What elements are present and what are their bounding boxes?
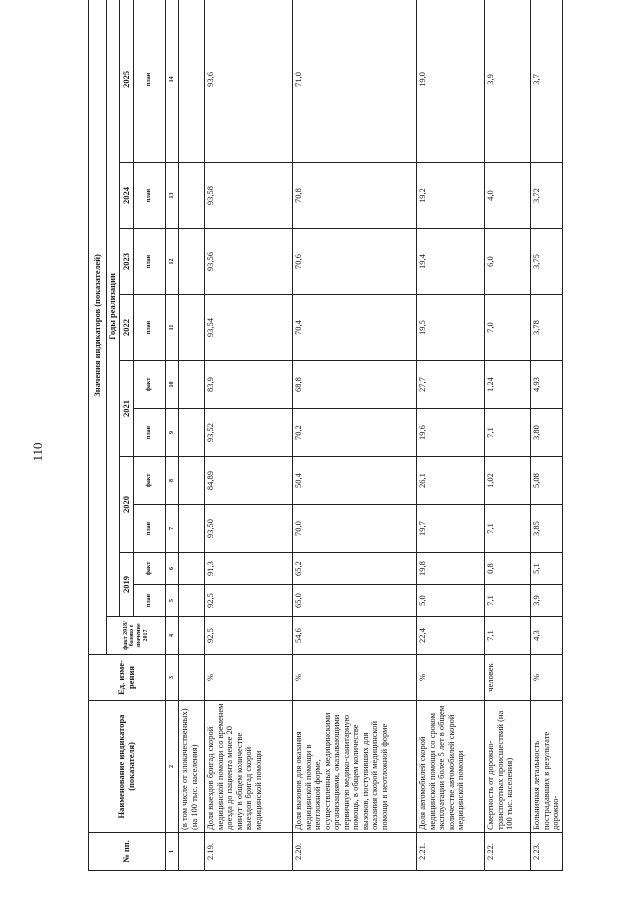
value-cell: 19,2: [417, 163, 485, 229]
header-plan: план: [134, 0, 166, 163]
value-cell: 93,54: [205, 295, 293, 361]
value-cell: 0,8: [485, 553, 531, 585]
row-number: 2.19.: [205, 833, 293, 871]
base-value: 92,5: [205, 617, 293, 655]
value-cell: 70,2: [293, 409, 417, 457]
column-number: 10: [166, 361, 179, 409]
value-cell: 68,8: [293, 361, 417, 409]
header-fact: факт: [134, 553, 166, 585]
column-number: 4: [166, 617, 179, 655]
unit-cell: человек: [485, 655, 531, 701]
page-number: 110: [30, 442, 45, 462]
header-year: 2022: [120, 295, 134, 361]
value-cell: 19,8: [417, 553, 485, 585]
value-cell: 3,80: [531, 409, 563, 457]
value-cell: [179, 229, 205, 295]
value-cell: 5,1: [531, 553, 563, 585]
value-cell: 7,1: [485, 505, 531, 553]
header-plan: план: [134, 229, 166, 295]
value-cell: 93,52: [205, 409, 293, 457]
value-cell: [179, 0, 205, 163]
value-cell: 3,85: [531, 505, 563, 553]
column-number: 9: [166, 409, 179, 457]
value-cell: 84,89: [205, 457, 293, 505]
header-year: 2021: [120, 361, 134, 457]
value-cell: 70,4: [293, 295, 417, 361]
value-cell: 65,0: [293, 585, 417, 617]
value-cell: [179, 585, 205, 617]
value-cell: 7,1: [485, 409, 531, 457]
row-number: 2.23.: [531, 833, 563, 871]
value-cell: 71,0: [293, 0, 417, 163]
value-cell: 93,50: [205, 505, 293, 553]
value-cell: 70,8: [293, 163, 417, 229]
value-cell: 3,78: [531, 295, 563, 361]
column-number: 2: [166, 701, 179, 833]
column-number: 3: [166, 655, 179, 701]
value-cell: 3,9: [485, 0, 531, 163]
value-cell: 19,4: [417, 229, 485, 295]
table-row: [531, 0, 563, 871]
indicator-name: Доля выездов бригад скорой медицинской помощи со временем доезда до пациента менее 20 минут в общем количестве выездов бригад скорой медицинской помощи: [205, 701, 293, 833]
value-cell: 7,0: [485, 295, 531, 361]
header-year: 2024: [120, 163, 134, 229]
table-row: [179, 0, 205, 871]
base-value: [179, 617, 205, 655]
base-value: 54,6: [293, 617, 417, 655]
value-cell: [179, 553, 205, 585]
value-cell: 4,0: [485, 163, 531, 229]
column-number: 6: [166, 553, 179, 585]
value-cell: 3,75: [531, 229, 563, 295]
base-value: 22,4: [417, 617, 485, 655]
unit-cell: %: [293, 655, 417, 701]
value-cell: 3,9: [531, 585, 563, 617]
column-number: 13: [166, 163, 179, 229]
column-number: 12: [166, 229, 179, 295]
header-year: 2025: [120, 0, 134, 163]
indicator-name: (в том числе от злокачественных) (на 100 тыс. населения): [179, 701, 205, 833]
header-values-group: Значения индикаторов (показателей): [89, 0, 107, 655]
value-cell: 4,93: [531, 361, 563, 409]
unit-cell: [179, 655, 205, 701]
table-row: [205, 0, 293, 871]
value-cell: 6,0: [485, 229, 531, 295]
header-plan: план: [134, 585, 166, 617]
header-plan: план: [134, 163, 166, 229]
indicators-table: [88, 0, 563, 871]
value-cell: 83,9: [205, 361, 293, 409]
value-cell: 70,0: [293, 505, 417, 553]
value-cell: 93,6: [205, 0, 293, 163]
value-cell: 19,0: [417, 0, 485, 163]
value-cell: 50,4: [293, 457, 417, 505]
header-no: № пп.: [89, 833, 166, 871]
unit-cell: %: [417, 655, 485, 701]
column-number: 11: [166, 295, 179, 361]
value-cell: 27,7: [417, 361, 485, 409]
indicator-name: Доля автомобилей скорой медицинской помощи со сроком эксплуатации более 5 лет в общем количестве автомобилей скорой медицинской помощи: [417, 701, 485, 833]
value-cell: 19,5: [417, 295, 485, 361]
header-plan: план: [134, 409, 166, 457]
header-fact: факт: [134, 361, 166, 409]
value-cell: 1,02: [485, 457, 531, 505]
header-plan: план: [134, 505, 166, 553]
base-value: 4,3: [531, 617, 563, 655]
unit-cell: %: [531, 655, 563, 701]
indicator-name: Смертность от дорожно-транспортных происшествий (на 100 тыс. населения): [485, 701, 531, 833]
column-number: 8: [166, 457, 179, 505]
value-cell: 92,5: [205, 585, 293, 617]
value-cell: 3,7: [531, 0, 563, 163]
value-cell: [179, 361, 205, 409]
value-cell: 7,1: [485, 585, 531, 617]
rotated-table-container: [88, 41, 561, 871]
value-cell: 5,08: [531, 457, 563, 505]
column-number: 1: [166, 833, 179, 871]
row-number: 2.20.: [293, 833, 417, 871]
table-row: [417, 0, 485, 871]
header-plan: план: [134, 295, 166, 361]
column-number: 7: [166, 505, 179, 553]
header-year: 2023: [120, 229, 134, 295]
value-cell: 19,7: [417, 505, 485, 553]
header-base-value: факт 2018/базово е значение 2017: [107, 617, 166, 655]
header-row: [89, 0, 107, 871]
value-cell: [179, 163, 205, 229]
value-cell: 93,58: [205, 163, 293, 229]
column-number: 14: [166, 0, 179, 163]
value-cell: 19,6: [417, 409, 485, 457]
header-unit: Ед. изме-рения: [89, 655, 166, 701]
row-number: [179, 833, 205, 871]
table-row: [485, 0, 531, 871]
value-cell: 91,3: [205, 553, 293, 585]
column-numbers-row: [166, 0, 179, 871]
header-fact: факт: [134, 457, 166, 505]
indicator-name: Доля вызовов для оказания медицинской помощи в неотложной форме, осуществленных медицинскими организациями, оказывающими первичную медико-санитарную помощь, в общем количестве вызовов, поступивших для оказания скорой медицинской помощи в неотложной форме: [293, 701, 417, 833]
column-number: 5: [166, 585, 179, 617]
row-number: 2.22.: [485, 833, 531, 871]
unit-cell: %: [205, 655, 293, 701]
value-cell: [179, 295, 205, 361]
value-cell: 3,72: [531, 163, 563, 229]
header-year: 2020: [120, 457, 134, 553]
value-cell: 93,56: [205, 229, 293, 295]
value-cell: 1,24: [485, 361, 531, 409]
value-cell: 65,2: [293, 553, 417, 585]
indicator-name: Больничная летальность пострадавших в результате дорожно-: [531, 701, 563, 833]
value-cell: [179, 505, 205, 553]
header-years-group: Годы реализации: [107, 0, 120, 617]
table-row: [293, 0, 417, 871]
value-cell: 5,0: [417, 585, 485, 617]
row-number: 2.21.: [417, 833, 485, 871]
value-cell: [179, 457, 205, 505]
header-year: 2019: [120, 553, 134, 617]
value-cell: 26,1: [417, 457, 485, 505]
header-name: Наименование индикатора (показателя): [89, 701, 166, 833]
value-cell: [179, 409, 205, 457]
base-value: 7,1: [485, 617, 531, 655]
value-cell: 70,6: [293, 229, 417, 295]
